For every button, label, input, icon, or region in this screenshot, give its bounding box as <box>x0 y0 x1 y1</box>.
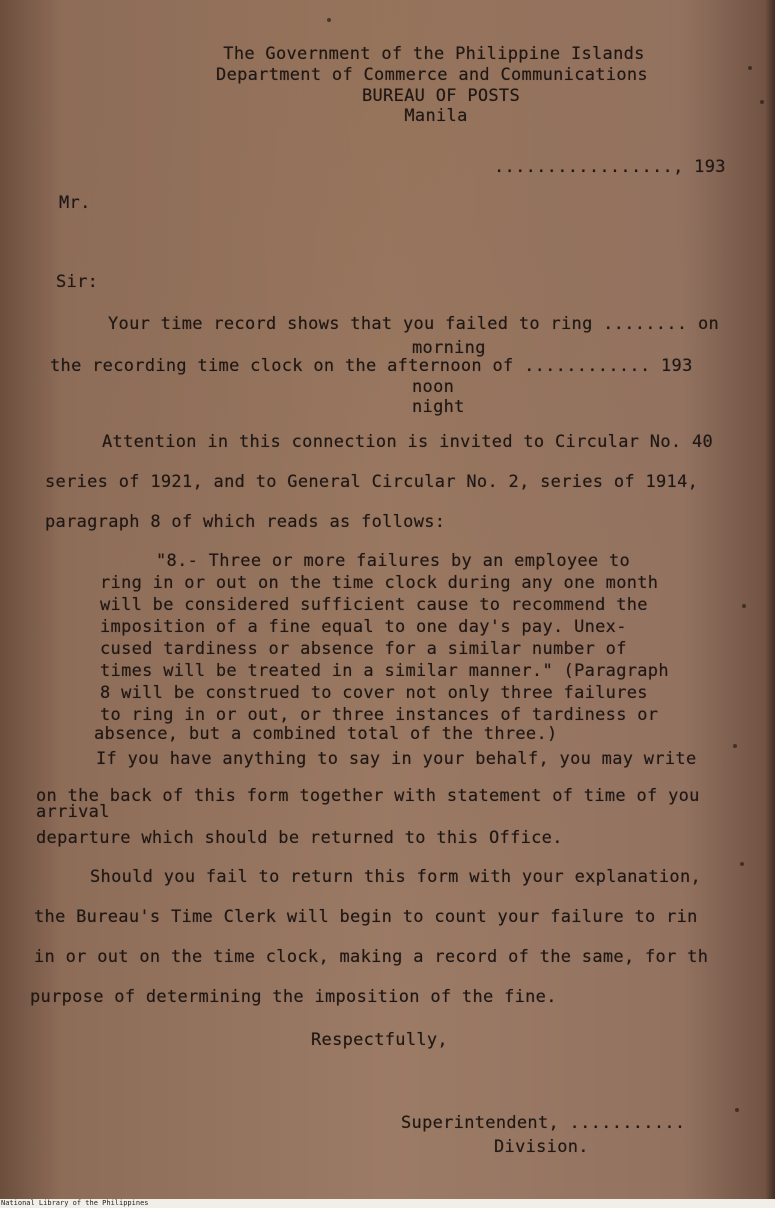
letterhead-department: Department of Commerce and Communications <box>216 65 648 85</box>
quote-line: 8 will be construed to cover not only three failures <box>100 683 648 703</box>
ink-speck <box>327 18 331 22</box>
ink-speck <box>740 862 744 866</box>
p2-line3: paragraph 8 of which reads as follows: <box>45 512 446 532</box>
p4-line1: Should you fail to return this form with your explanation, <box>90 867 702 887</box>
letterhead-bureau: BUREAU OF POSTS <box>361 86 521 106</box>
p2-line2: series of 1921, and to General Circular No. 2, series of 1914, <box>45 472 699 492</box>
closing: Respectfully, <box>311 1030 448 1050</box>
ink-speck <box>760 100 764 104</box>
date-line: ................., 193 <box>494 157 726 177</box>
p1-line2: the recording time clock on the afternoon of ............ 193 <box>50 356 693 376</box>
p1-option-morning: morning <box>412 338 486 358</box>
p4-line3: in or out on the time clock, making a record of the same, for th <box>34 947 709 967</box>
quote-line: will be considered sufficient cause to recommend the <box>100 595 648 615</box>
p4-line4: purpose of determining the imposition of the fine. <box>30 987 557 1007</box>
quote-line: absence, but a combined total of the three.) <box>94 724 558 744</box>
p4-line2: the Bureau's Time Clerk will begin to count your failure to rin <box>34 907 698 927</box>
ink-speck <box>733 744 737 748</box>
p1-option-noon: noon <box>412 377 455 397</box>
p1-option-night: night <box>412 397 465 417</box>
quote-line: times will be treated in a similar manner." (Paragraph <box>100 661 669 681</box>
addressee: Mr. <box>59 193 91 213</box>
ink-speck <box>748 66 752 70</box>
p3-line2: on the back of this form together with statement of time of you <box>36 786 700 806</box>
letterhead-government: The Government of the Philippine Islands <box>223 44 645 64</box>
p3-line1: If you have anything to say in your behalf, you may write <box>96 749 697 769</box>
archive-credit: National Library of the Philippines <box>0 1199 775 1208</box>
letterhead-city: Manila <box>404 106 468 126</box>
ink-speck <box>742 604 746 608</box>
p1-line1: Your time record shows that you failed to ring ........ on <box>108 314 720 334</box>
quote-line: ring in or out on the time clock during any one month <box>100 573 659 593</box>
signature-title: Superintendent, ........... <box>401 1113 686 1133</box>
salutation: Sir: <box>56 272 99 292</box>
p3-line3: departure which should be returned to this Office. <box>36 828 563 848</box>
quote-line: to ring in or out, or three instances of tardiness or <box>100 705 659 725</box>
quote-line: imposition of a fine equal to one day's pay. Unex- <box>100 617 627 637</box>
quote-line: "8.- Three or more failures by an employee to <box>156 551 631 571</box>
p2-line1: Attention in this connection is invited to Circular No. 40 <box>102 432 714 452</box>
signature-division: Division. <box>494 1137 589 1157</box>
p3-option-arrival: arrival <box>36 802 110 822</box>
quote-line: cused tardiness or absence for a similar number of <box>100 639 627 659</box>
ink-speck <box>735 1108 739 1112</box>
